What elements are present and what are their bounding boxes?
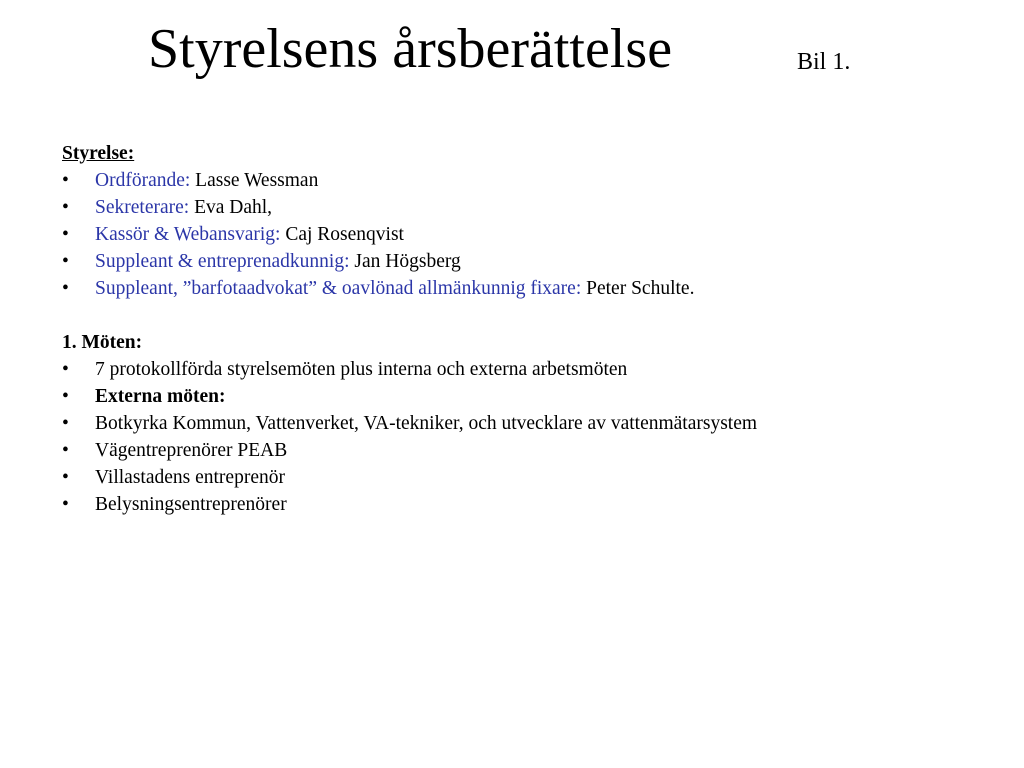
meeting-item xyxy=(62,464,1002,491)
member-role: Kassör & Webansvarig: xyxy=(95,224,281,245)
meetings-heading: 1. Möten: xyxy=(62,332,143,353)
slide-subtitle: Bil 1. xyxy=(797,49,851,75)
meeting-text: Villastadens entreprenör xyxy=(95,467,285,488)
member-name: Eva Dahl, xyxy=(194,197,273,218)
meeting-text: Botkyrka Kommun, Vattenverket, VA-tekniker, och utvecklare av vattenmätarsystem xyxy=(95,413,758,434)
board-member-deputy-1 xyxy=(62,248,1002,275)
board-member-secretary xyxy=(62,194,1002,221)
meeting-text: Vägentreprenörer PEAB xyxy=(95,440,288,461)
meeting-item xyxy=(62,437,1002,464)
member-role: Suppleant & entreprenadkunnig: xyxy=(95,251,350,272)
bullet-icon: • xyxy=(62,251,69,272)
bullet-icon: • xyxy=(62,440,69,461)
bullet-icon: • xyxy=(62,170,69,191)
member-name: Jan Högsberg xyxy=(354,251,461,272)
member-role: Sekreterare: xyxy=(95,197,190,218)
meeting-text: Belysningsentreprenörer xyxy=(95,494,287,515)
meeting-text: Externa möten: xyxy=(95,386,226,407)
bullet-icon: • xyxy=(62,413,69,434)
bullet-icon: • xyxy=(62,197,69,218)
slide-body xyxy=(62,140,1002,518)
member-name: Peter Schulte. xyxy=(586,278,695,299)
meeting-text: 7 protokollförda styrelsemöten plus interna och externa arbetsmöten xyxy=(95,359,628,380)
board-member-deputy-2 xyxy=(62,275,1002,302)
member-name: Lasse Wessman xyxy=(195,170,319,191)
meeting-item xyxy=(62,491,1002,518)
slide-title: Styrelsens årsberättelse xyxy=(148,18,673,80)
bullet-icon: • xyxy=(62,386,69,407)
bullet-icon: • xyxy=(62,359,69,380)
bullet-icon: • xyxy=(62,494,69,515)
board-member-chair xyxy=(62,167,1002,194)
meeting-item xyxy=(62,356,1002,383)
member-name: Caj Rosenqvist xyxy=(285,224,404,245)
member-role: Ordförande: xyxy=(95,170,191,191)
section-spacer xyxy=(62,302,1002,329)
board-heading: Styrelse: xyxy=(62,143,135,164)
bullet-icon: • xyxy=(62,278,69,299)
meeting-item-external-heading xyxy=(62,383,1002,410)
bullet-icon: • xyxy=(62,224,69,245)
member-role: Suppleant, ”barfotaadvokat” & oavlönad allmänkunnig fixare: xyxy=(95,278,582,299)
board-member-treasurer xyxy=(62,221,1002,248)
meeting-item xyxy=(62,410,1002,437)
bullet-icon: • xyxy=(62,467,69,488)
